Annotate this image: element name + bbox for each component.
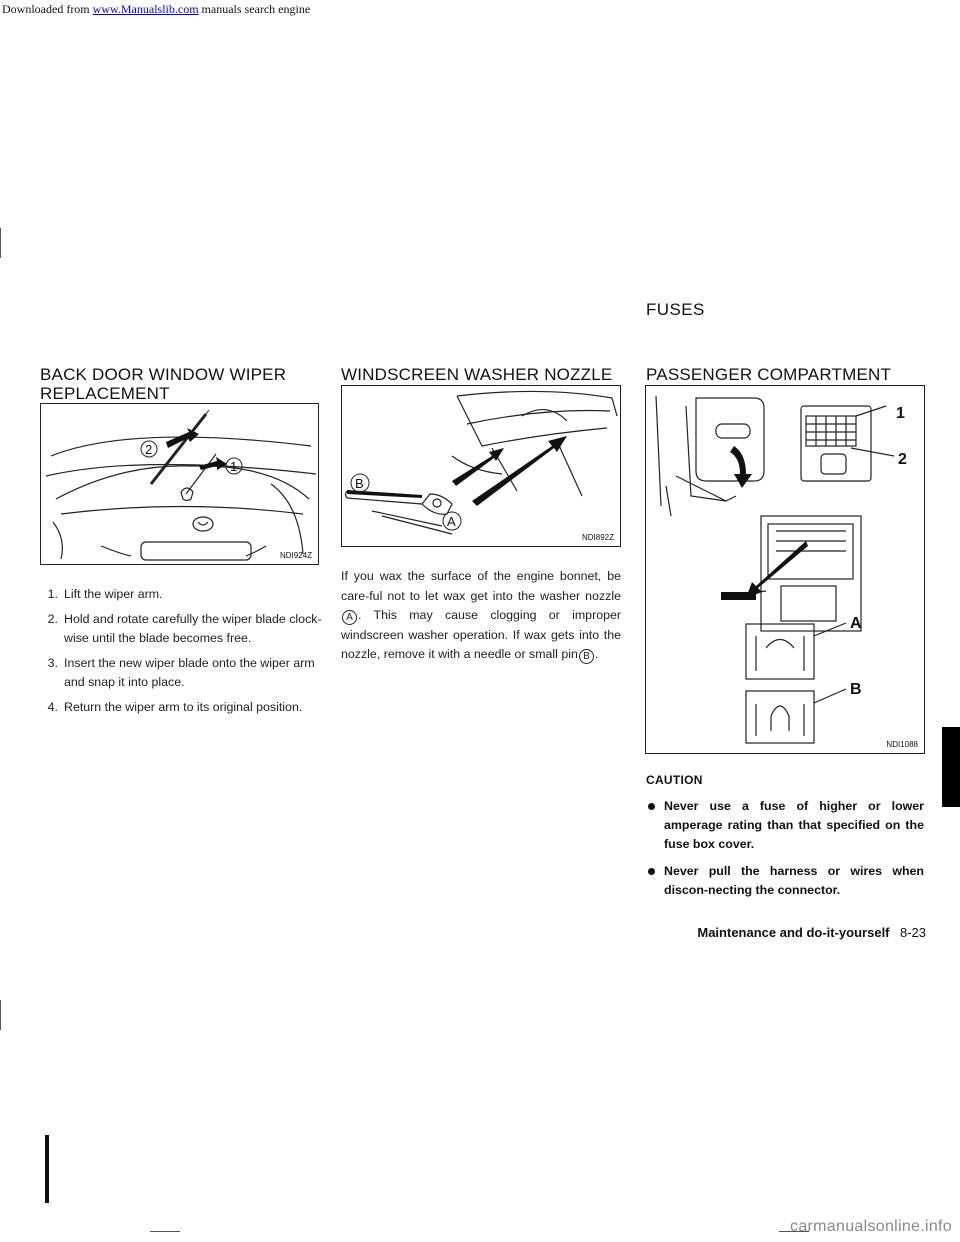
- list-item: [40, 585, 322, 604]
- step-number: 1.: [47, 587, 58, 601]
- list-item: [40, 654, 322, 692]
- figure-code: NDI924Z: [279, 551, 312, 560]
- figure-code: NDI1088: [886, 740, 918, 749]
- figure-fuse-box: [645, 385, 925, 754]
- wiper-steps-list: [40, 585, 322, 723]
- paragraph-text: .: [594, 647, 599, 661]
- washer-nozzle-illustration: [342, 386, 620, 546]
- chapter-title: FUSES: [646, 300, 705, 319]
- heading-line: BACK DOOR WINDOW WIPER: [40, 365, 287, 384]
- list-item: [40, 698, 322, 717]
- paragraph-text: . This may cause clogging or improper windscreen washer operation. If wax gets into the nozzle, remove it with a needle or small pin: [341, 608, 621, 661]
- callout-b: B: [850, 681, 862, 698]
- watermark: carmanualsonline.info: [790, 1218, 952, 1235]
- crop-mark: [45, 1135, 49, 1203]
- callout-b: B: [355, 476, 364, 491]
- step-number: 2.: [47, 612, 58, 626]
- banner-prefix: Downloaded from: [2, 2, 93, 16]
- callout-2: 2: [145, 442, 153, 457]
- list-item: [646, 862, 924, 900]
- caution-list: [646, 797, 924, 908]
- step-text: Lift the wiper arm.: [64, 587, 163, 601]
- crop-mark: [150, 1231, 180, 1232]
- step-number: 4.: [47, 700, 58, 714]
- figure-washer-nozzle: [341, 385, 621, 547]
- figure-back-door-wiper: [40, 403, 319, 565]
- section-thumb-tab: [942, 727, 960, 807]
- list-item: [646, 797, 924, 854]
- banner-suffix: manuals search engine: [198, 2, 311, 16]
- page-number: 8-23: [899, 925, 926, 940]
- caution-title: CAUTION: [646, 773, 703, 787]
- heading-line: REPLACEMENT: [40, 384, 170, 403]
- crop-mark: [0, 1000, 1, 1030]
- caution-text: Never use a fuse of higher or lower amperage rating than that specified on the fuse box cover.: [664, 799, 924, 851]
- callout-2: 2: [898, 451, 907, 468]
- section-heading-washer-nozzle: WINDSCREEN WASHER NOZZLE: [341, 365, 613, 384]
- list-item: [40, 610, 322, 648]
- section-heading-passenger-compartment: PASSENGER COMPARTMENT: [646, 365, 892, 384]
- page-footer: [690, 924, 926, 942]
- step-text: Hold and rotate carefully the wiper blade clock-wise until the blade becomes free.: [64, 612, 322, 645]
- figure-code: NDI892Z: [581, 533, 614, 542]
- callout-a: A: [447, 514, 456, 529]
- footer-section-title: Maintenance and do-it-yourself: [697, 925, 890, 940]
- wiper-illustration: [41, 404, 318, 564]
- crop-mark: [0, 228, 1, 258]
- callout-a: A: [850, 615, 862, 632]
- step-text: Insert the new wiper blade onto the wiper arm and snap it into place.: [64, 656, 315, 689]
- bullet-icon: [648, 868, 655, 875]
- callout-1: 1: [896, 405, 905, 422]
- section-heading-back-door-wiper: [40, 365, 320, 403]
- bullet-icon: [648, 803, 655, 810]
- fuse-box-illustration: [646, 386, 924, 753]
- download-banner: [2, 2, 310, 17]
- step-text: Return the wiper arm to its original position.: [64, 700, 303, 714]
- marker-a: A: [342, 610, 357, 625]
- callout-1: 1: [230, 459, 238, 474]
- paragraph-text: If you wax the surface of the engine bonnet, be care-ful not to let wax get into the washer nozzle: [341, 569, 621, 603]
- caution-text: Never pull the harness or wires when discon-necting the connector.: [664, 864, 924, 897]
- washer-nozzle-paragraph: [341, 567, 621, 665]
- manualslib-link[interactable]: www.Manualslib.com: [92, 2, 199, 16]
- step-number: 3.: [47, 656, 58, 670]
- marker-b: B: [579, 649, 594, 664]
